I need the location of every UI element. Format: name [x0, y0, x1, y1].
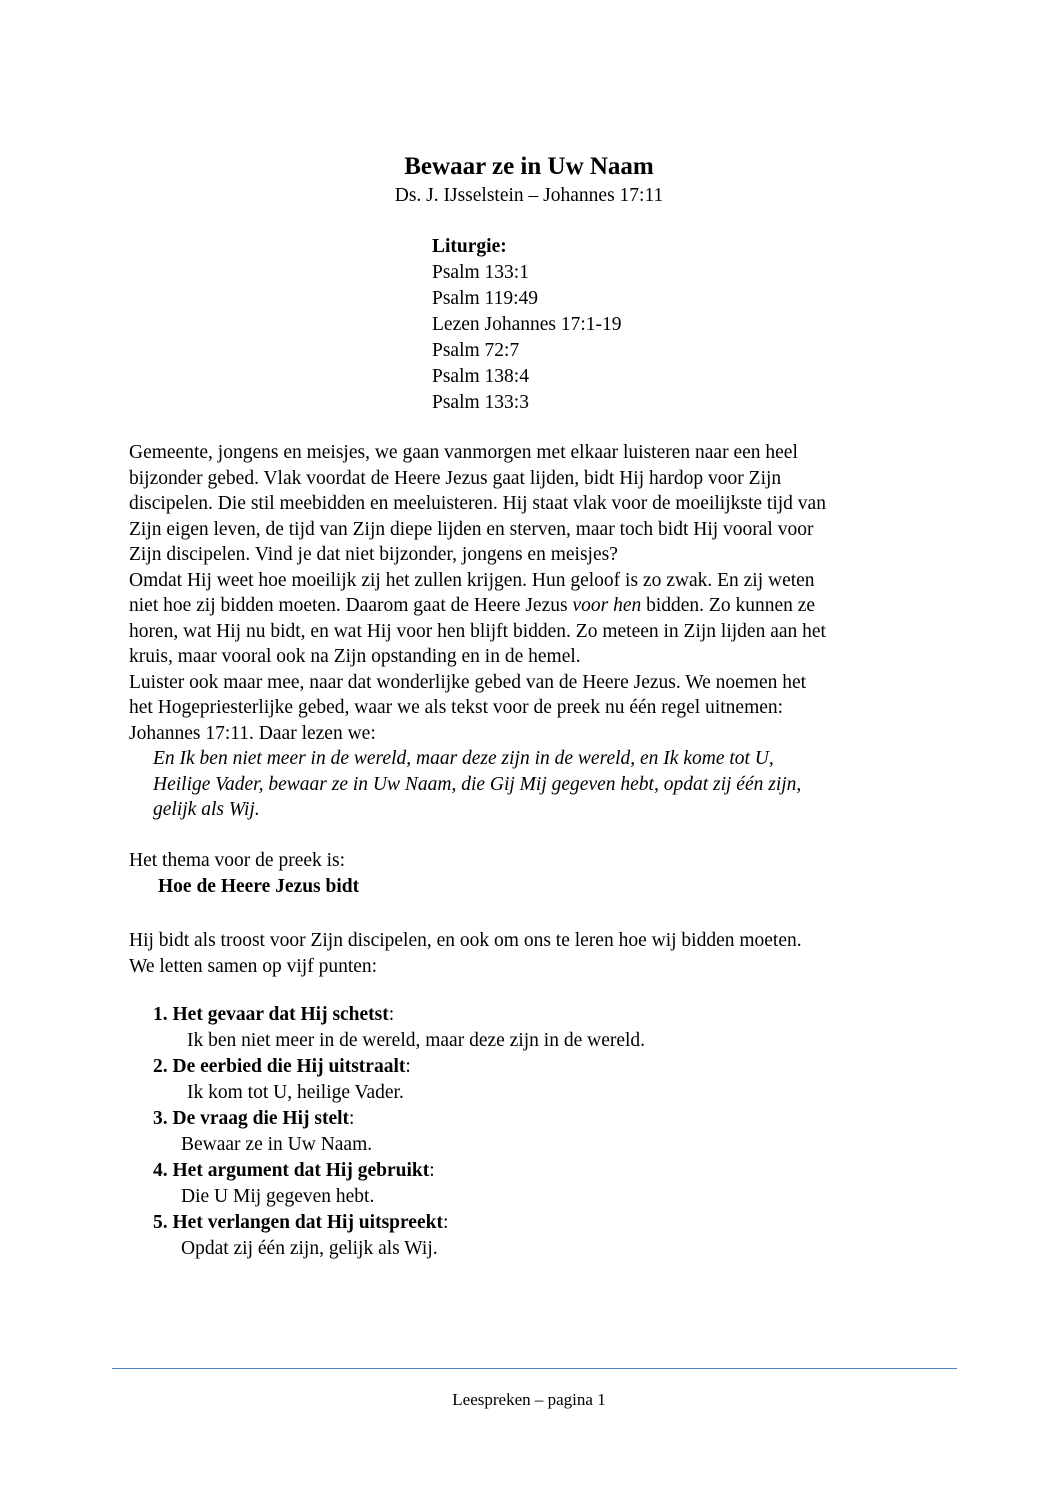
- point-title: 1. Het gevaar dat Hij schetst:: [153, 1004, 395, 1025]
- liturgie-item: Lezen Johannes 17:1-19: [432, 314, 622, 335]
- emphasis-text: voor hen: [572, 595, 642, 616]
- intro-paragraph: [129, 440, 826, 823]
- liturgie-item: Psalm 138:4: [432, 366, 529, 387]
- point-text: Ik kom tot U, heilige Vader.: [187, 1082, 404, 1103]
- liturgie-heading: Liturgie:: [432, 236, 507, 257]
- text-line: Zijn discipelen. Vind je dat niet bijzonder, jongens en meisjes?: [129, 544, 618, 565]
- text-line: bijzonder gebed. Vlak voordat de Heere Jezus gaat lijden, bidt Hij hardop voor Zijn: [129, 467, 782, 489]
- liturgie-item: Psalm 72:7: [432, 340, 520, 361]
- text-line: Omdat Hij weet hoe moeilijk zij het zullen krijgen. Hun geloof is zo zwak. En zij weten: [129, 569, 815, 591]
- text-segment: bidden. Zo kunnen ze: [641, 595, 816, 616]
- point-title: 2. De eerbied die Hij uitstraalt:: [153, 1056, 411, 1077]
- text-line: Gemeente, jongens en meisjes, we gaan vanmorgen met elkaar luisteren naar een heel: [129, 442, 798, 463]
- text-line: Zijn eigen leven, de tijd van Zijn diepe lijden en sterven, maar toch bidt Hij vooral voor: [129, 518, 814, 540]
- liturgie-block: [432, 234, 622, 416]
- point-title: 5. Het verlangen dat Hij uitspreekt:: [153, 1212, 449, 1233]
- text-line: discipelen. Die stil meebidden en meeluisteren. Hij staat vlak voor de moeilijkste tijd van: [129, 493, 826, 514]
- text-line: Johannes 17:11. Daar lezen we:: [129, 722, 376, 744]
- points-list: [153, 1002, 645, 1262]
- text-line: kruis, maar vooral ook na Zijn opstanding en in de hemel.: [129, 646, 581, 667]
- text-line: horen, wat Hij nu bidt, en wat Hij voor hen blijft bidden. Zo meteen in Zijn lijden aan het: [129, 620, 826, 642]
- bible-quote-line: gelijk als Wij.: [153, 799, 260, 820]
- text-line: het Hogepriesterlijke gebed, waar we als tekst voor de preek nu één regel uitnemen:: [129, 697, 784, 718]
- liturgie-item: Psalm 133:1: [432, 262, 529, 283]
- theme-intro: Het thema voor de preek is:: [129, 850, 346, 871]
- text-line: [129, 593, 826, 619]
- liturgie-item: Psalm 133:3: [432, 392, 529, 413]
- footer-divider: [112, 1368, 957, 1369]
- points-intro-paragraph: [129, 928, 802, 979]
- text-line: We letten samen op vijf punten:: [129, 955, 378, 977]
- point-text: Opdat zij één zijn, gelijk als Wij.: [181, 1238, 438, 1259]
- text-line: Luister ook maar mee, naar dat wonderlijke gebed van de Heere Jezus. We noemen het: [129, 671, 807, 693]
- point-title: 3. De vraag die Hij stelt:: [153, 1108, 355, 1129]
- theme-title: Hoe de Heere Jezus bidt: [158, 876, 360, 897]
- liturgie-item: Psalm 119:49: [432, 288, 538, 309]
- bible-quote-line: Heilige Vader, bewaar ze in Uw Naam, die Gij Mij gegeven hebt, opdat zij één zijn,: [153, 773, 802, 795]
- page-subtitle: Ds. J. IJsselstein – Johannes 17:11: [394, 185, 664, 206]
- point-text: Die U Mij gegeven hebt.: [181, 1186, 375, 1207]
- point-title: 4. Het argument dat Hij gebruikt:: [153, 1160, 435, 1181]
- page-footer: Leespreken – pagina 1: [452, 1390, 606, 1409]
- text-segment: niet hoe zij bidden moeten. Daarom gaat de Heere Jezus: [129, 595, 573, 616]
- bible-quote-line: En Ik ben niet meer in de wereld, maar deze zijn in de wereld, en Ik kome tot U,: [153, 748, 774, 769]
- page-title: Bewaar ze in Uw Naam: [404, 153, 654, 180]
- text-line: Hij bidt als troost voor Zijn discipelen, en ook om ons te leren hoe wij bidden moeten.: [129, 930, 802, 951]
- point-text: Bewaar ze in Uw Naam.: [181, 1134, 373, 1155]
- point-text: Ik ben niet meer in de wereld, maar deze zijn in de wereld.: [187, 1030, 646, 1051]
